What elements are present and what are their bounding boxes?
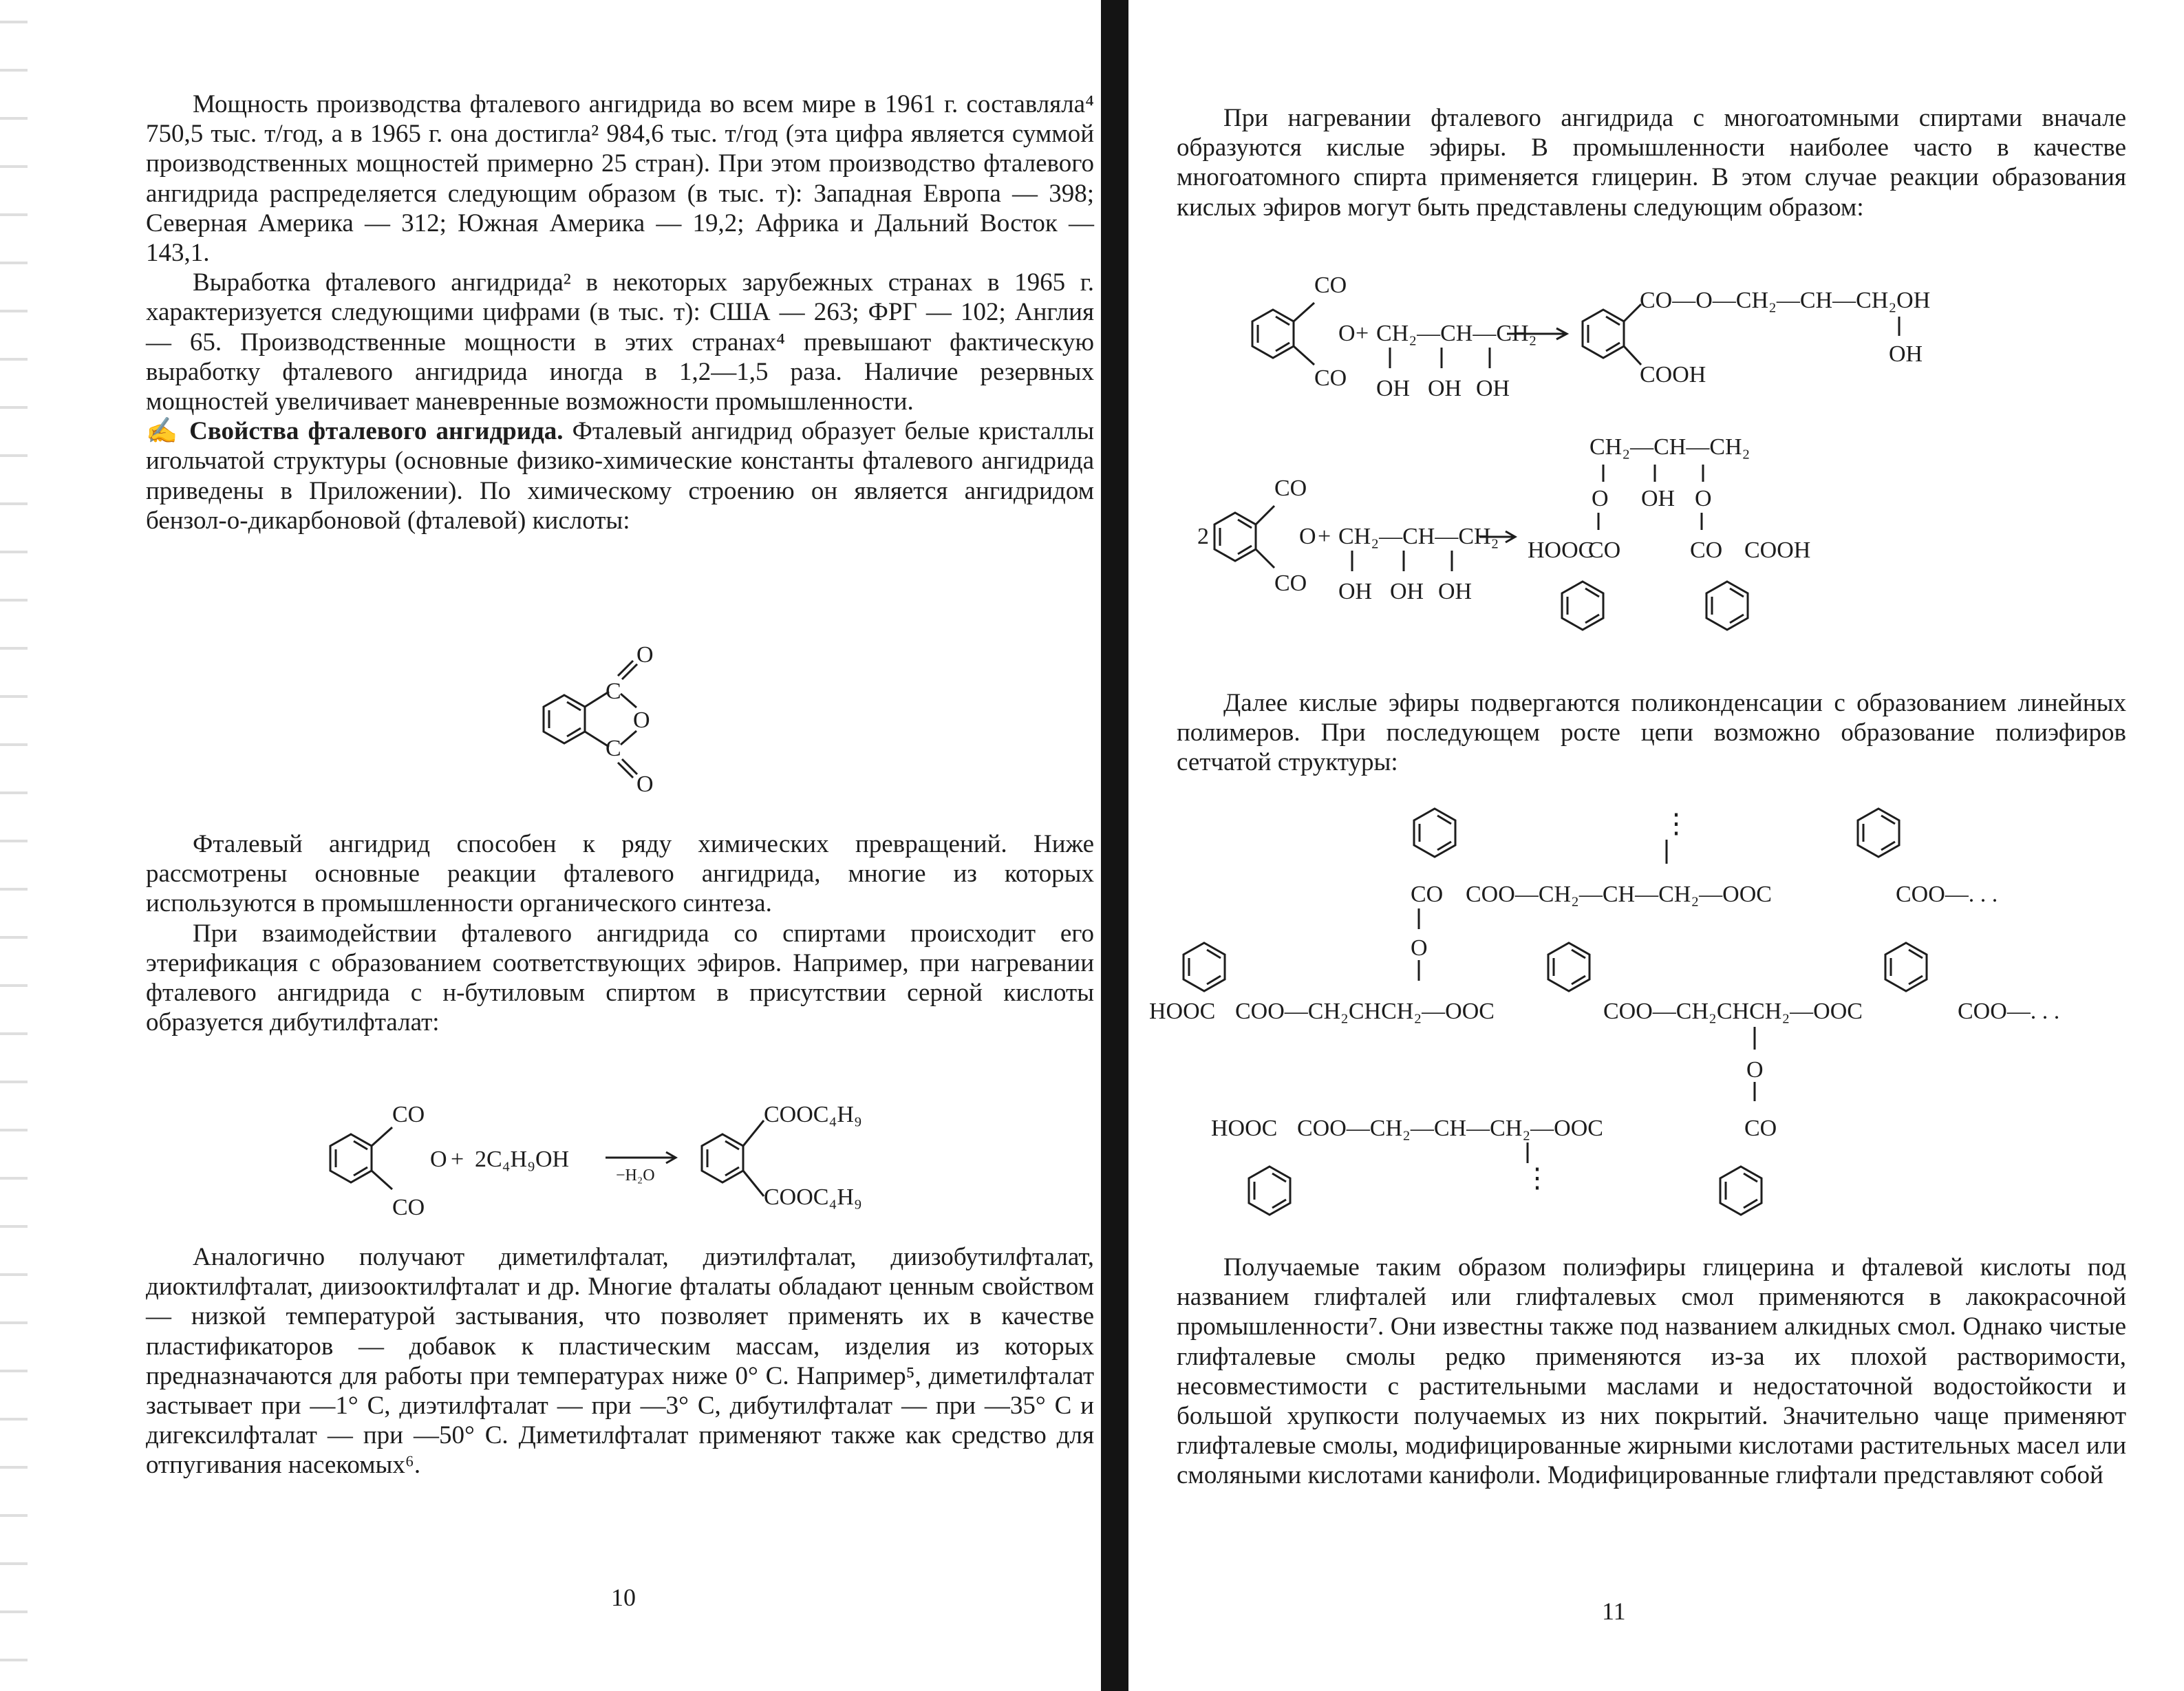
r2-oh-2: OH [1390,579,1424,604]
carbonyl-o-bottom: O [636,772,654,797]
carbonyl-c-top: C [606,679,621,704]
network-row2-end: COO—. . . [1958,999,2060,1024]
left-text-block-3 [146,1242,1094,1480]
phthalic-anhydride-structure [537,642,688,826]
r2-co-bottom: CO [1274,571,1307,596]
reactant-co-top: CO [392,1102,425,1127]
glycerol-reaction-1 [1245,268,2106,427]
r2-oh-1: OH [1338,579,1373,604]
r2-coefficient: 2 [1197,524,1209,549]
r1-product-chain: CO—O—CH₂—CH—CH₂OH [1640,288,1931,313]
ring-oxygen: O [633,708,650,733]
left-text-block-1 [146,89,1094,535]
r2-plus: + [1318,524,1331,549]
left-paragraph-2: Выработка фталевого ангидрида² в некоторых зарубежных странах в 1965 г. характеризуется следующими цифрами (в тыс. т): США — 263; ФРГ — 102; Англия — 65. Производственные мощности в этих странах⁴ превышают фактическую выработку фталевого ангидрида иногда в 1,2—1,5 раза. Наличие резервных мощностей увеличивает маневренные возможности промышленности. [146,268,1094,416]
r2-o-right: O [1695,486,1712,511]
esterification-reaction [323,1094,943,1232]
product-ester-bottom: COOC₄H₉ [764,1184,862,1210]
right-text-block-2 [1177,688,2126,778]
r2-hooc: HOOC [1528,538,1594,563]
page-number-left: 10 [611,1584,636,1611]
network-hooc-1: HOOC [1149,999,1216,1024]
right-text-block-3 [1177,1253,2126,1491]
left-text-block-2 [146,829,1094,1037]
left-paragraph-5: При взаимодействии фталевого ангидрида со спиртами происходит его этерификация с образованием соответствующих эфиров. Например, при нагревании фталевого ангидрида с н-бутиловым спиртом в присутствии серной кислоты образуется дибутилфталат: [146,919,1094,1037]
margin-mark: ✍ [146,417,180,446]
carbonyl-c-bottom: C [606,736,621,761]
r1-product-oh: OH [1889,341,1923,367]
r2-o: O [1299,524,1316,549]
network-row2-chain-2: COO—CH₂CHCH₂—OOC [1603,999,1863,1024]
r1-plus: + [1356,321,1369,346]
reactant-o: O [430,1147,447,1172]
page-number-right: 11 [1602,1597,1626,1625]
butanol-reagent: 2C₄H₉OH [475,1147,570,1172]
r1-product-cooh: COOH [1640,362,1706,387]
network-hooc-2: HOOC [1211,1116,1278,1141]
right-paragraph-2: Далее кислые эфиры подвергаются поликонденсации с образованием линейных полимеров. При последующем росте цепи возможно образование полиэфиров сетчатой структуры: [1177,689,2126,777]
r2-oh-mid: OH [1641,486,1676,511]
r2-cooh: COOH [1744,538,1811,563]
dots-bottom: ⋮ [1523,1162,1551,1193]
book-gutter [1101,0,1128,1691]
plus-sign: + [451,1147,464,1172]
product-ester-top: COOC₄H₉ [764,1102,862,1127]
right-paragraph-3: Получаемые таким образом полиэфиры глицерина и фталевой кислоты под названием глифталей или глифталевых смол применяются в лакокрасочной промышленности⁷. Они известны также под названием алкидных смол. Однако чистые глифталевые смолы редко применяются из-за их плохой растворимости, несовместимости с растительными маслами и недостаточной водостойкости и большой хрупкости получаемых из них покрытий. Значительно чаще применяют глифталевые смолы, модифицированные жирными кислотами растительных масел или смоляными кислотами канифоли. Модифицированные глифтали представляют собой [1177,1253,2126,1490]
r2-oh-3: OH [1438,579,1473,604]
section-heading: Свойства фталевого ангидрида. [189,417,564,446]
r1-co-bottom: CO [1314,365,1347,391]
reactant-co-bottom: CO [392,1195,425,1220]
r1-o: O [1338,321,1356,346]
right-page [1128,0,2184,1691]
glycerol-reaction-2 [1197,434,2126,668]
left-paragraph-3 [146,416,1094,535]
glyptal-network-structure [1149,805,2181,1246]
network-co-bottom: CO [1744,1116,1777,1141]
right-paragraph-1: При нагревании фталевого ангидрида с многоатомными спиртами вначале образуются кислые эфиры. В промышленности наиболее часто в качестве многоатомного спирта применяется глицерин. В этом случае реакции образования кислых эфиров могут быть представлены следующим образом: [1177,104,2126,222]
r1-glycerol-chain: CH₂—CH—CH₂ [1376,321,1537,346]
r1-oh-1: OH [1376,376,1411,401]
left-paragraph-4: Фталевый ангидрид способен к ряду химических превращений. Ниже рассмотрены основные реакции фталевого ангидрида, многие из которых используются в промышленности органического синтеза. [146,830,1094,918]
r1-oh-3: OH [1476,376,1510,401]
r1-co-top: CO [1314,273,1347,298]
carbonyl-o-top: O [636,642,654,668]
right-text-block-1 [1177,103,2126,222]
left-paragraph-3-text: Фталевый ангидрид образует белые кристаллы игольчатой структуры (основные физико-химические константы фталевого ангидрида приведены в Приложении). По химическому строению он является ангидридом бензол-о-дикарбоновой (фталевой) кислоты: [146,417,1094,535]
left-paragraph-6: Аналогично получают диметилфталат, диэтилфталат, диизобутилфталат, диоктилфталат, диизооктилфталат и др. Многие фталаты обладают ценным свойством — низкой температурой застывания, что позволяет применять их в качестве пластификаторов — добавок к пластическим массам, изделия из которых предназначаются для работы при температурах ниже 0° С. Например⁵, диметилфталат застывает при —1° С, диэтилфталат — при —3° С, дибутилфталат — при —35° С и дигексилфталат — при —50° С. Диметилфталат применяют также как средство для отпугивания насекомых⁶. [146,1243,1094,1480]
network-row1-end: COO—. . . [1896,882,1998,907]
network-row3-chain: COO—CH₂—CH—CH₂—OOC [1297,1116,1603,1141]
r2-co-right: CO [1690,538,1723,563]
network-co-top: CO [1411,882,1444,907]
network-o-1: O [1411,935,1428,961]
r2-co-left: CO [1588,538,1621,563]
reaction-condition: −H₂O [616,1167,655,1184]
r2-glycerol-chain: CH₂—CH—CH₂ [1338,524,1499,549]
network-row1-chain: COO—CH₂—CH—CH₂—OOC [1466,882,1772,907]
network-o-2: O [1746,1057,1764,1083]
left-paragraph-1: Мощность производства фталевого ангидрида во всем мире в 1961 г. составляла⁴ 750,5 тыс. т/год, а в 1965 г. она достигла² 984,6 тыс. т/год (эта цифра является суммой производственных мощностей примерно 25 стран). При этом производство фталевого ангидрида распределяется следующим образом (в тыс. т): Западная Европа — 398; Северная Америка — 312; Южная Америка — 19,2; Африка и Дальний Восток — 143,1. [146,90,1094,268]
r2-co-top: CO [1274,476,1307,501]
network-row2-chain-1: COO—CH₂CHCH₂—OOC [1235,999,1495,1024]
r1-oh-2: OH [1428,376,1462,401]
dots-top: ⋮ [1662,808,1690,839]
r2-top-chain: CH₂—CH—CH₂ [1589,434,1751,460]
r2-o-left: O [1592,486,1609,511]
